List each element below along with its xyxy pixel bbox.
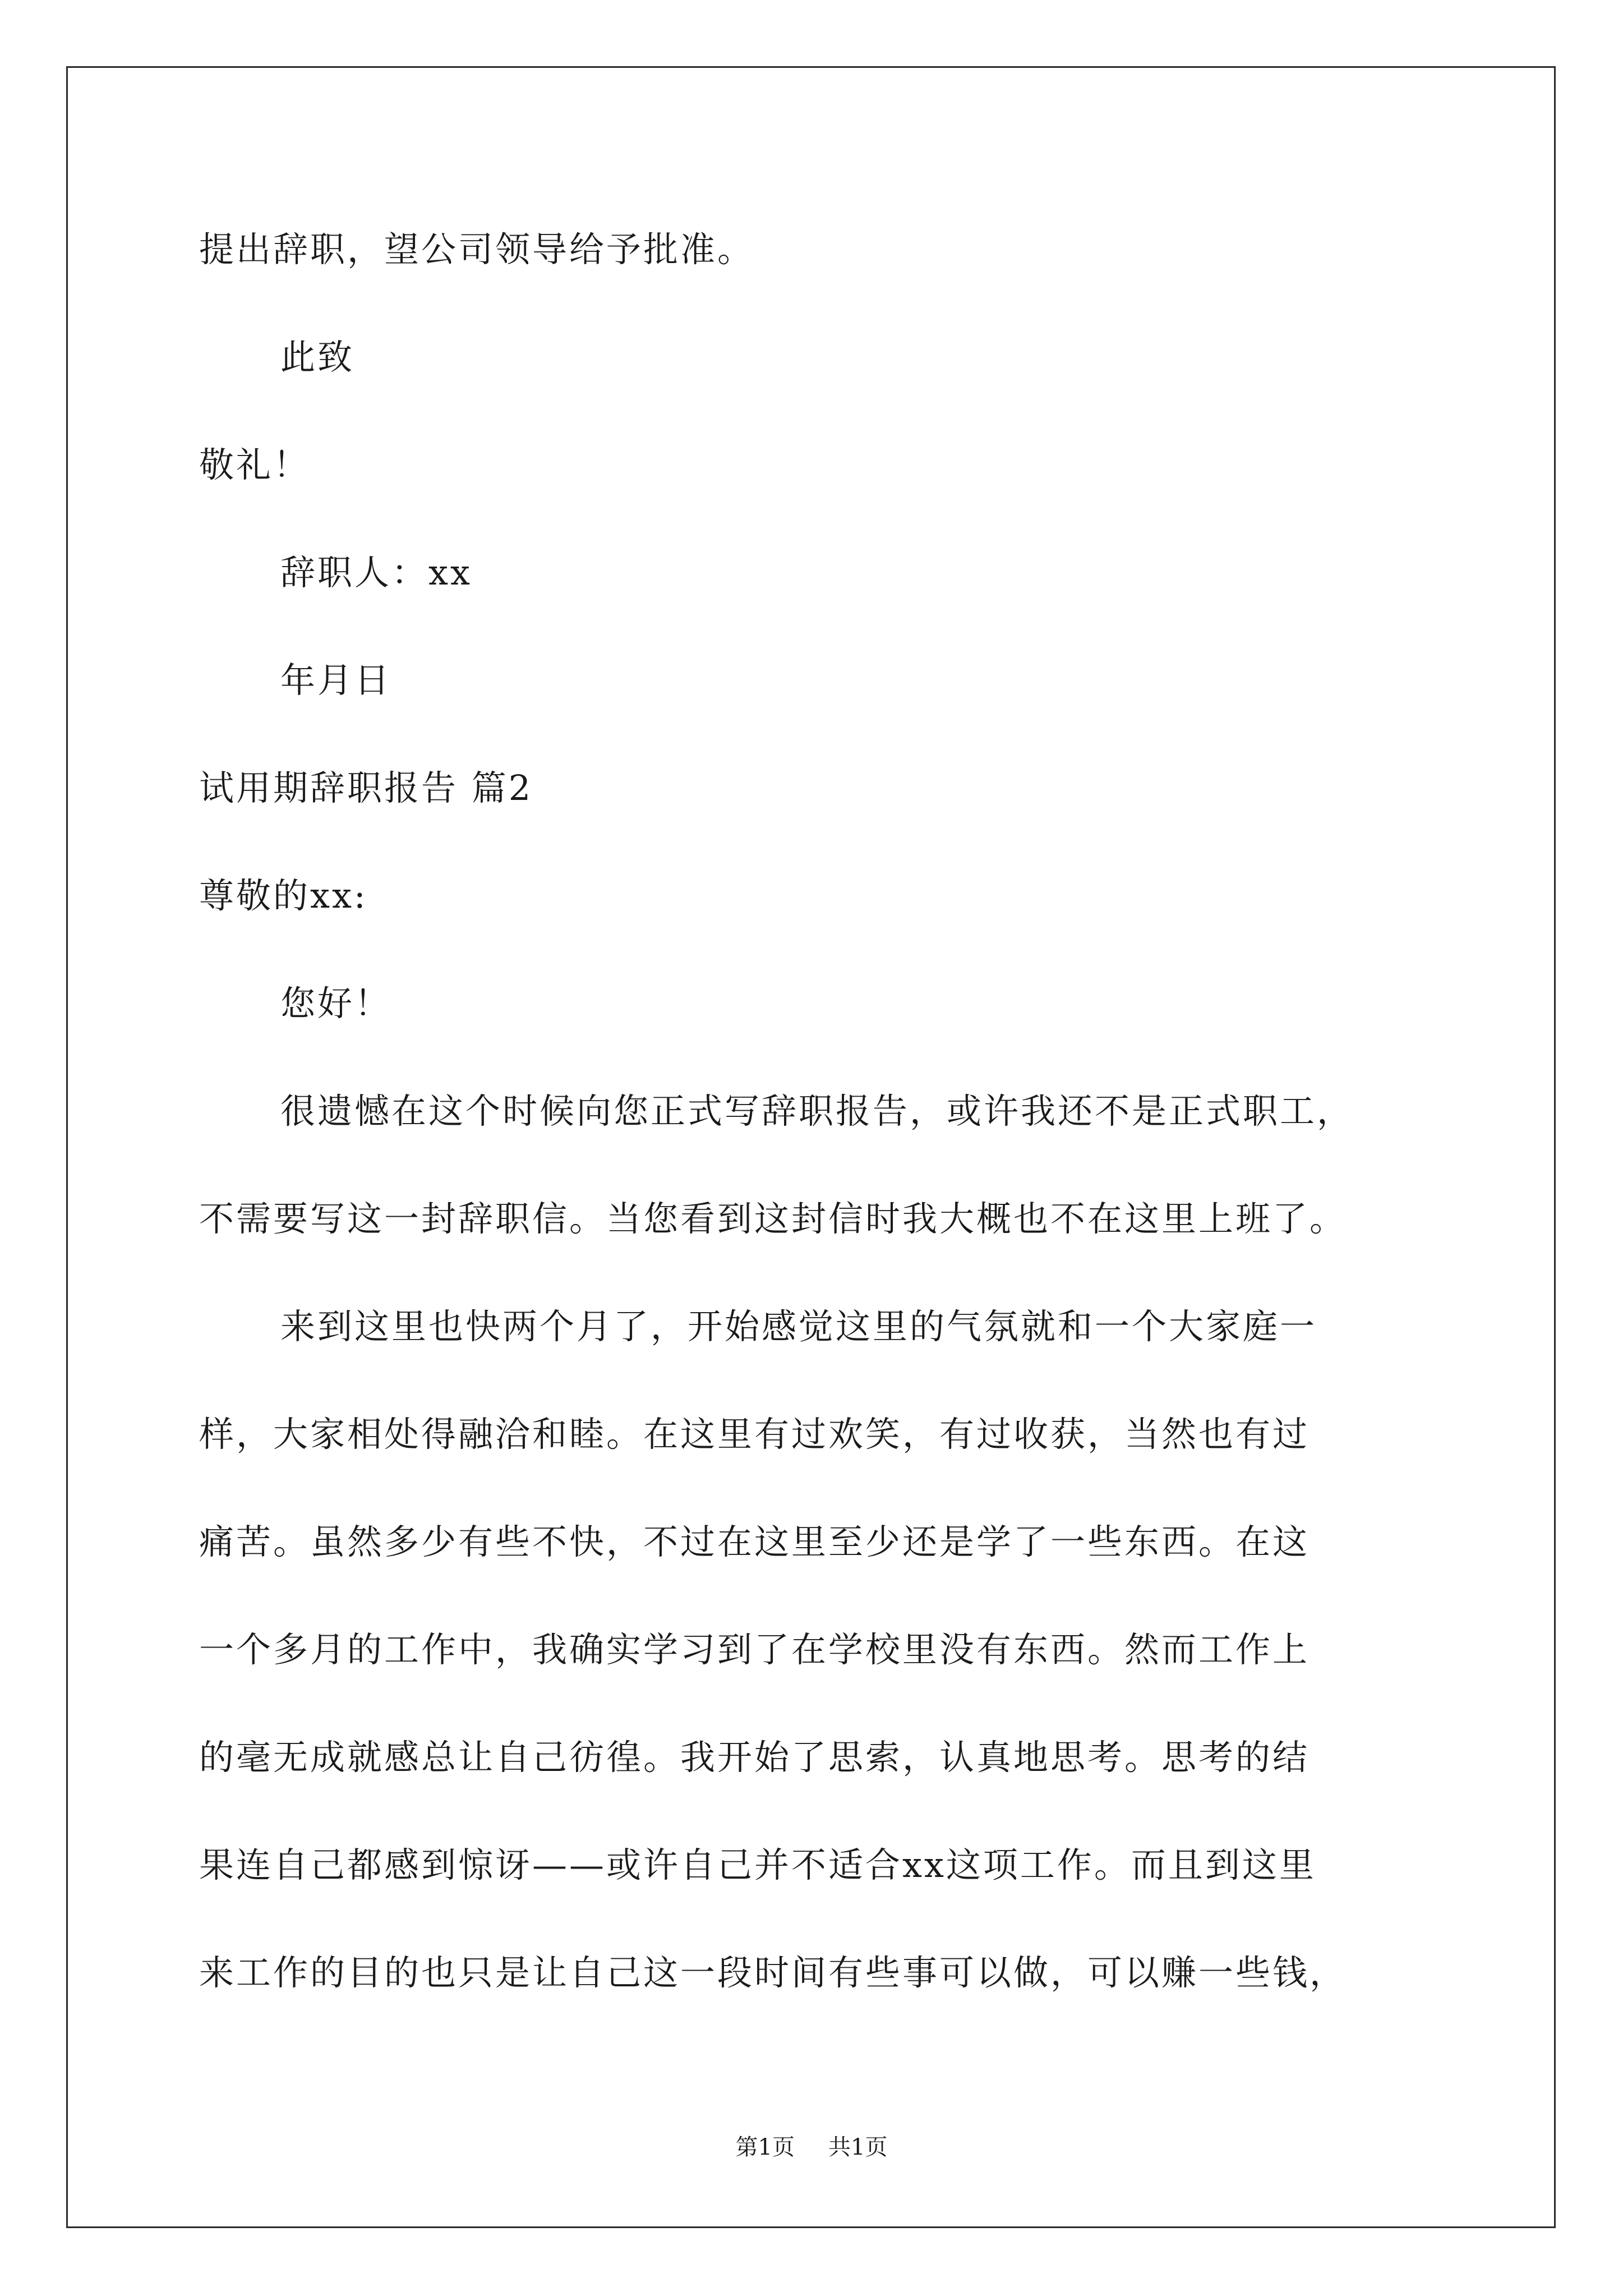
text-line: 年月日	[280, 660, 392, 701]
paragraph-line: 很遗憾在这个时候向您正式写辞职报告，或许我还不是正式职工，	[280, 1091, 1354, 1131]
text-line: 此致	[280, 337, 355, 378]
paragraph-line: 痛苦。虽然多少有些不快，不过在这里至少还是学了一些东西。在这	[199, 1521, 1310, 1562]
text-line: 辞职人：xx	[280, 552, 472, 593]
paragraph-line: 一个多月的工作中，我确实学习到了在学校里没有东西。然而工作上	[199, 1629, 1310, 1670]
page-frame	[66, 66, 1556, 2228]
text-line: 提出辞职，望公司领导给予批准。	[199, 229, 755, 270]
paragraph-line: 不需要写这一封辞职信。当您看到这封信时我大概也不在这里上班了。	[199, 1198, 1347, 1239]
page-number: 第1页	[735, 2134, 795, 2160]
section-heading: 试用期辞职报告 篇2	[199, 767, 533, 808]
paragraph-line: 样，大家相处得融洽和睦。在这里有过欢笑，有过收获，当然也有过	[199, 1414, 1310, 1455]
page-footer	[0, 2132, 1623, 2163]
greeting: 您好！	[280, 983, 392, 1024]
paragraph-line: 的毫无成就感总让自己彷徨。我开始了思索，认真地思考。思考的结	[199, 1737, 1310, 1778]
page-total: 共1页	[828, 2134, 888, 2160]
paragraph-line: 果连自己都感到惊讶——或许自己并不适合xx这项工作。而且到这里	[199, 1844, 1316, 1885]
paragraph-line: 来到这里也快两个月了，开始感觉这里的气氛就和一个大家庭一	[280, 1306, 1317, 1347]
salutation: 尊敬的xx:	[199, 875, 368, 916]
text-line: 敬礼！	[199, 444, 311, 485]
paragraph-line: 来工作的目的也只是让自己这一段时间有些事可以做，可以赚一些钱，	[199, 1952, 1347, 1993]
